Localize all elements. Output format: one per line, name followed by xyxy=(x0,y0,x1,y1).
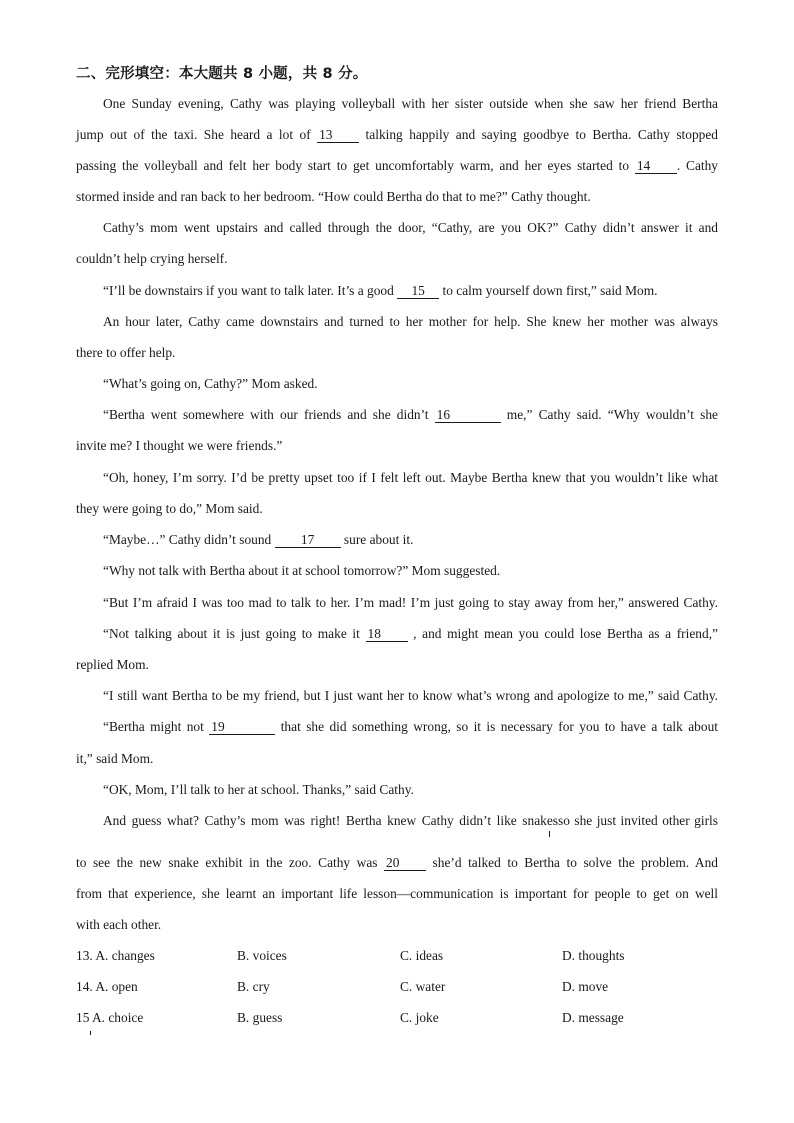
passage-line: “Bertha might not 19 that she did something wrong, so it is necessary for you to have a talk about xyxy=(103,719,718,734)
option-13-d: D. thoughts xyxy=(562,948,625,963)
passage-line: it,” said Mom. xyxy=(76,751,154,766)
passage-line: “What’s going on, Cathy?” Mom asked. xyxy=(103,376,318,391)
passage-line: Cathy’s mom went upstairs and called through the door, “Cathy, are you OK?” Cathy didn’t answer it and xyxy=(103,220,718,235)
passage-line: so she just invited other girls xyxy=(558,813,718,828)
passage-line: “I still want Bertha to be my friend, but I just want her to know what’s wrong and apologize to me,” said Cathy. xyxy=(103,688,718,703)
passage-line: “Maybe…” Cathy didn’t sound 17 sure about it. xyxy=(103,532,414,547)
blank-19: 19 xyxy=(209,720,275,735)
passage-line: there to offer help. xyxy=(76,345,176,360)
blank-17: 17 xyxy=(275,533,341,548)
option-15-b: B. guess xyxy=(237,1010,283,1025)
stray-mark xyxy=(549,831,550,837)
passage-line: replied Mom. xyxy=(76,657,149,672)
passage-line: with each other. xyxy=(76,917,162,932)
passage-line: And guess what? Cathy’s mom was right! Bertha knew Cathy didn’t like snakes xyxy=(103,813,558,828)
passage-line: “Not talking about it is just going to make it 18 , and might mean you could lose Bertha as a friend,” xyxy=(103,626,718,641)
passage-line: “Why not talk with Bertha about it at school tomorrow?” Mom suggested. xyxy=(103,563,501,578)
option-15-d: D. message xyxy=(562,1010,624,1025)
blank-20: 20 xyxy=(384,856,426,871)
passage-line: One Sunday evening, Cathy was playing volleyball with her sister outside when she saw her friend Bertha xyxy=(103,96,718,111)
option-13-c: C. ideas xyxy=(400,948,444,963)
option-15-a: 15 A. choice xyxy=(76,1010,144,1025)
passage-line: “OK, Mom, I’ll talk to her at school. Thanks,” said Cathy. xyxy=(103,782,414,797)
passage-line: “Oh, honey, I’m sorry. I’d be pretty upset too if I felt left out. Maybe Bertha knew that you wouldn’t like what xyxy=(103,470,718,485)
section-heading: 二、完形填空：本大题共 8 小题，共 8 分。 xyxy=(76,66,368,82)
passage-line: stormed inside and ran back to her bedroom. “How could Bertha do that to me?” Cathy thought. xyxy=(76,189,591,204)
passage-line: they were going to do,” Mom said. xyxy=(76,501,263,516)
stray-mark xyxy=(90,1031,91,1035)
blank-15: 15 xyxy=(397,284,439,299)
option-13-b: B. voices xyxy=(237,948,287,963)
blank-16: 16 xyxy=(435,408,501,423)
blank-14: 14 xyxy=(635,159,677,174)
passage-line: “But I’m afraid I was too mad to talk to her. I’m mad! I’m just going to stay away from her,” answered Cathy. xyxy=(103,595,718,610)
passage-line: “Bertha went somewhere with our friends and she didn’t 16 me,” Cathy said. “Why wouldn’t she xyxy=(103,407,718,422)
passage-line: to see the new snake exhibit in the zoo. Cathy was 20 she’d talked to Bertha to solve the problem. And xyxy=(76,855,718,870)
option-14-b: B. cry xyxy=(237,979,270,994)
passage-line: invite me? I thought we were friends.” xyxy=(76,438,283,453)
option-13-a: 13. A. changes xyxy=(76,948,155,963)
passage-line: “I’ll be downstairs if you want to talk later. It’s a good 15 to calm yourself down first,” said Mom. xyxy=(103,283,658,298)
passage-line: from that experience, she learnt an important life lesson—communication is important for people to get on well xyxy=(76,886,718,901)
blank-18: 18 xyxy=(366,627,408,642)
blank-13: 13 xyxy=(317,128,359,143)
option-14-c: C. water xyxy=(400,979,446,994)
passage-line: jump out of the taxi. She heard a lot of 13 talking happily and saying goodbye to Bertha. Cathy stopped xyxy=(76,127,718,142)
passage-line: passing the volleyball and felt her body start to get uncomfortably warm, and her eyes started to 14 . Cathy xyxy=(76,158,718,173)
passage-line: An hour later, Cathy came downstairs and turned to her mother for help. She knew her mother was always xyxy=(103,314,718,329)
passage-line: couldn’t help crying herself. xyxy=(76,251,228,266)
option-14-d: D. move xyxy=(562,979,609,994)
option-14-a: 14. A. open xyxy=(76,979,138,994)
option-15-c: C. joke xyxy=(400,1010,439,1025)
